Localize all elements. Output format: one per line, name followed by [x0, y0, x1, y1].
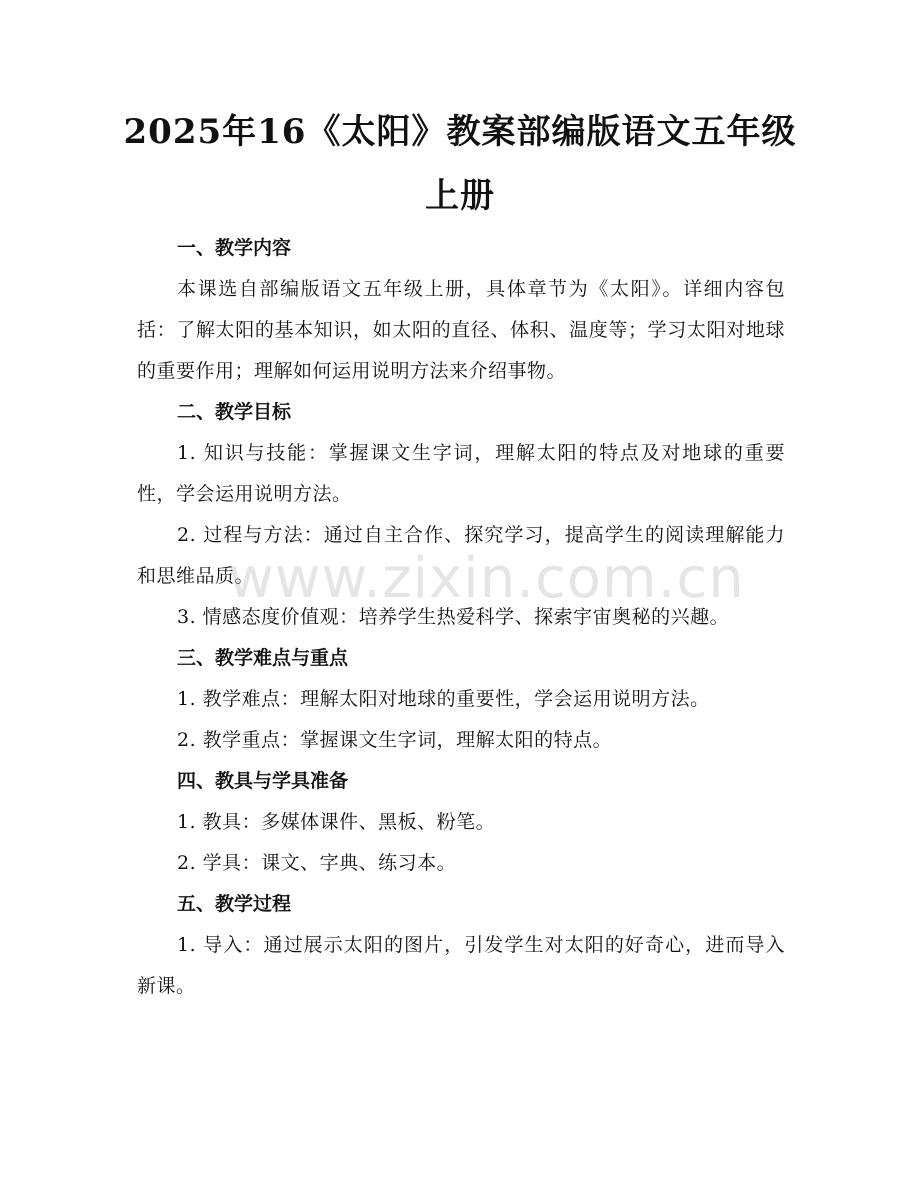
section-heading-difficulties: 三、教学难点与重点 [177, 647, 349, 669]
section-heading-content: 一、教学内容 [177, 237, 292, 259]
difficulty-item-2: 2. 教学重点：掌握课文生字词，理解太阳的特点。 [177, 729, 613, 751]
section-heading-materials: 四、教具与学具准备 [177, 770, 349, 792]
difficulty-item-1: 1. 教学难点：理解太阳对地球的重要性，学会运用说明方法。 [177, 688, 710, 710]
objective-item-2: 2. 过程与方法：通过自主合作、探究学习，提高学生的阅读理解能力和思维品质。 [137, 524, 785, 587]
material-item-2: 2. 学具：课文、字典、练习本。 [177, 852, 457, 874]
objective-item-3: 3. 情感态度价值观：培养学生热爱科学、探索宇宙奥秘的兴趣。 [177, 606, 730, 628]
objective-item-1: 1. 知识与技能：掌握课文生字词，理解太阳的特点及对地球的重要性，学会运用说明方法。 [137, 442, 785, 505]
material-item-1: 1. 教具：多媒体课件、黑板、粉笔。 [177, 811, 496, 833]
document-body [137, 228, 785, 1007]
document-title: 2025年16《太阳》教案部编版语文五年级上册 [123, 112, 797, 216]
section-heading-process: 五、教学过程 [177, 893, 292, 915]
process-item-1: 1. 导入：通过展示太阳的图片，引发学生对太阳的好奇心，进而导入新课。 [137, 934, 785, 997]
watermark: www.zixin.com.cn [228, 546, 745, 611]
paragraph-content: 本课选自部编版语文五年级上册，具体章节为《太阳》。详细内容包括：了解太阳的基本知识，如太阳的直径、体积、温度等；学习太阳对地球的重要作用；理解如何运用说明方法来介绍事物。 [137, 278, 785, 382]
section-heading-objectives: 二、教学目标 [177, 401, 292, 423]
